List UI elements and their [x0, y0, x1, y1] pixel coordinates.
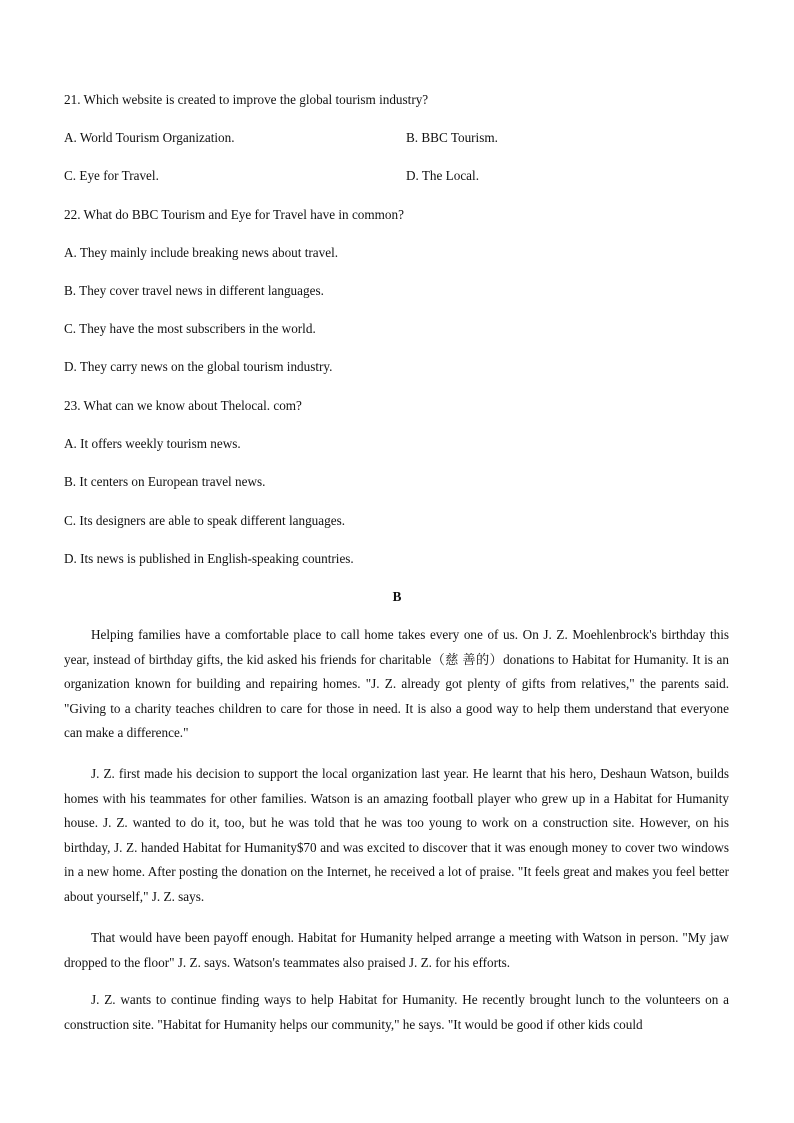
question-21-option-d: D. The Local.: [406, 168, 479, 183]
passage-paragraph-4: J. Z. wants to continue finding ways to help Habitat for Humanity. He recently brought lunch to the volunteers on a construction site. "Habitat for Humanity helps our community," he says. "It would be good if other kids could: [64, 992, 729, 1032]
section-heading: B: [392, 589, 402, 604]
question-21-option-a: A. World Tourism Organization.: [64, 130, 235, 145]
passage-paragraph-2: J. Z. first made his decision to support the local organization last year. He learnt that his hero, Deshaun Watson, builds homes with his teammates for other families. Watson is an amazing football player who grew up in a Habitat for Humanity house. J. Z. wanted to do it, too, but he was told that he was too young to work on a construction site. However, on his birthday, J. Z. handed Habitat for Humanity$70 and was excited to discover that it was enough money to cover two windows in a new home. After posting the donation on the Internet, he received a lot of praise. "It feels great and makes you feel better about yourself," J. Z. says.: [64, 766, 729, 904]
question-23-stem: 23. What can we know about Thelocal. com?: [64, 398, 302, 413]
question-21-stem: 21. Which website is created to improve the global tourism industry?: [64, 92, 429, 107]
question-22-stem: 22. What do BBC Tourism and Eye for Travel have in common?: [64, 207, 404, 222]
question-22-option-d: D. They carry news on the global tourism industry.: [64, 359, 333, 374]
passage-paragraph-3: That would have been payoff enough. Habitat for Humanity helped arrange a meeting with Watson in person. "My jaw dropped to the floor" J. Z. says. Watson's teammates also praised J. Z. for his efforts.: [64, 930, 729, 970]
question-23-option-a: A. It offers weekly tourism news.: [64, 436, 241, 451]
question-23-option-b: B. It centers on European travel news.: [64, 474, 266, 489]
question-21-option-c: C. Eye for Travel.: [64, 168, 159, 183]
passage-paragraph-1: Helping families have a comfortable place to call home takes every one of us. On J. Z. Moehlenbrock's birthday this year, instead of birthday gifts, the kid asked his friends for charitable（慈 善的）donations to Habitat for Humanity. It is an organization known for building and repairing homes. "J. Z. already got plenty of gifts from relatives," the parents said. "Giving to a charity teaches children to care for those in need. It is also a good way to help them understand that everyone can make a difference.": [64, 627, 729, 741]
question-22-option-c: C. They have the most subscribers in the world.: [64, 321, 316, 336]
question-23-option-c: C. Its designers are able to speak different languages.: [64, 513, 345, 528]
question-22-option-a: A. They mainly include breaking news about travel.: [64, 245, 339, 260]
question-22-option-b: B. They cover travel news in different languages.: [64, 283, 324, 298]
question-23-option-d: D. Its news is published in English-speaking countries.: [64, 551, 354, 566]
question-21-option-b: B. BBC Tourism.: [406, 130, 498, 145]
